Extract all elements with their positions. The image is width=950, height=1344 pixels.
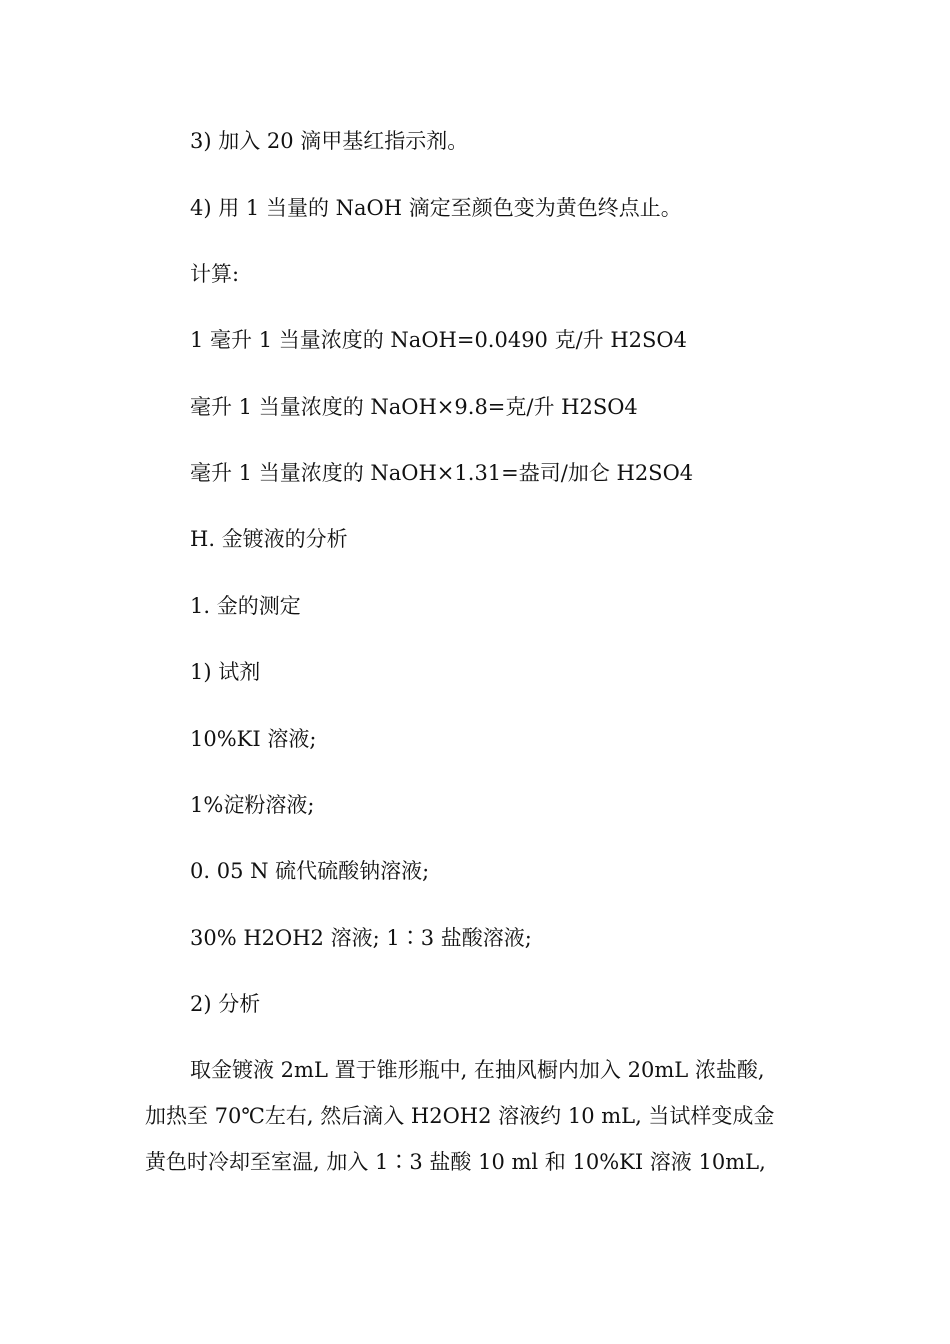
formula-line-1: 1 毫升 1 当量浓度的 NaOH=0.0490 克/升 H2SO4 xyxy=(190,328,687,352)
subsection-heading-gold: 1. 金的测定 xyxy=(190,594,301,618)
reagents-heading: 1) 试剂 xyxy=(190,660,261,684)
section-heading-h: H. 金镀液的分析 xyxy=(190,527,348,551)
step-4-line: 4) 用 1 当量的 NaOH 滴定至颜色变为黄色终点止。 xyxy=(190,196,682,220)
analysis-paragraph xyxy=(145,1056,805,1194)
formula-line-3: 毫升 1 当量浓度的 NaOH×1.31=盎司/加仑 H2SO4 xyxy=(190,461,694,485)
analysis-heading: 2) 分析 xyxy=(190,992,261,1016)
paragraph-line: 黄色时冷却至室温, 加入 1∶3 盐酸 10 ml 和 10%KI 溶液 10mL, xyxy=(145,1150,766,1174)
reagent-thiosulfate: 0. 05 N 硫代硫酸钠溶液; xyxy=(190,859,430,883)
reagent-peroxide-hcl: 30% H2OH2 溶液; 1∶3 盐酸溶液; xyxy=(190,926,532,950)
calculation-heading: 计算: xyxy=(190,262,240,286)
reagent-ki: 10%KI 溶液; xyxy=(190,727,317,751)
step-3-line: 3) 加入 20 滴甲基红指示剂。 xyxy=(190,129,469,153)
formula-line-2: 毫升 1 当量浓度的 NaOH×9.8=克/升 H2SO4 xyxy=(190,395,638,419)
reagent-starch: 1%淀粉溶液; xyxy=(190,793,315,817)
paragraph-line: 加热至 70℃左右, 然后滴入 H2OH2 溶液约 10 mL, 当试样变成金 xyxy=(145,1104,775,1128)
paragraph-line: 取金镀液 2mL 置于锥形瓶中, 在抽风橱内加入 20mL 浓盐酸, xyxy=(190,1058,765,1082)
